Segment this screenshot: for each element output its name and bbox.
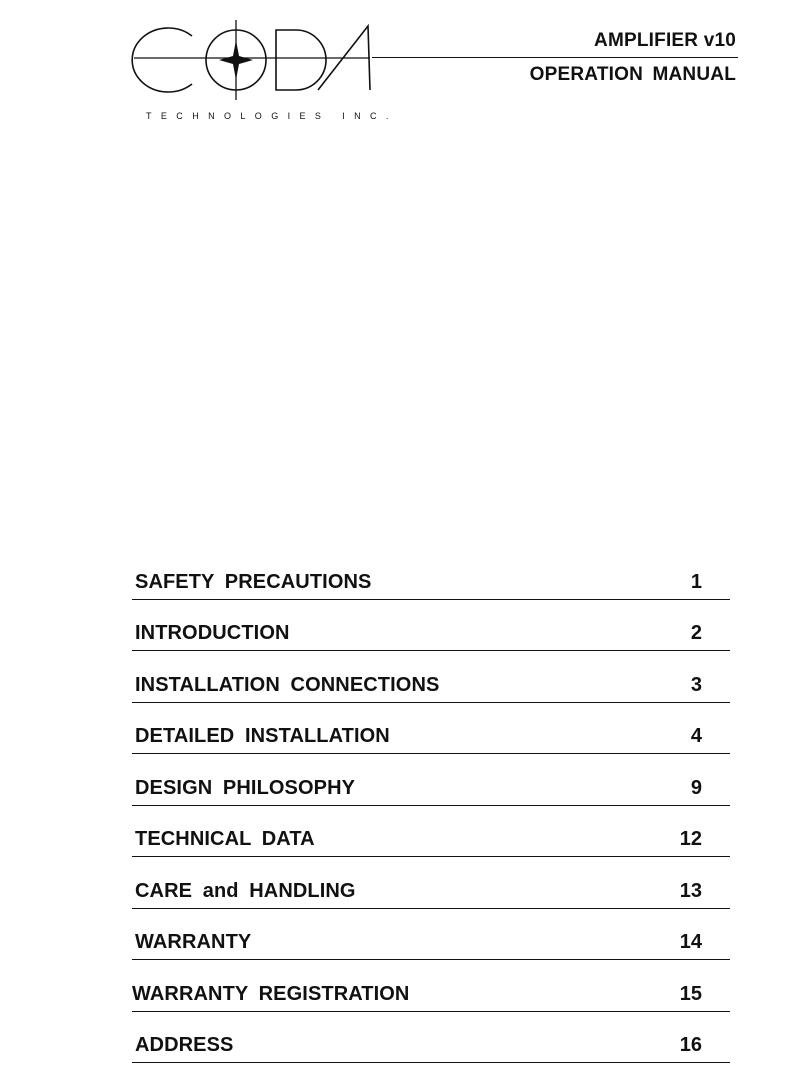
toc-row — [132, 909, 730, 961]
toc-entry-title: WARRANTY REGISTRATION — [132, 982, 410, 1005]
toc-row — [132, 651, 730, 703]
document-title: OPERATION MANUAL — [529, 64, 736, 85]
coda-logo — [130, 18, 398, 128]
toc-row — [132, 857, 730, 909]
toc-entry-page: 15 — [679, 982, 702, 1005]
table-of-contents — [132, 548, 730, 1063]
toc-entry-title: INTRODUCTION — [135, 622, 290, 644]
toc-entry-page: 2 — [690, 622, 702, 644]
toc-entry-title: DESIGN PHILOSOPHY — [135, 776, 356, 799]
toc-entry-title: CARE and HANDLING — [135, 879, 356, 902]
title-block — [530, 30, 736, 86]
toc-entry-title: DETAILED INSTALLATION — [135, 725, 390, 747]
toc-entry-title: WARRANTY — [135, 931, 252, 953]
toc-row — [132, 754, 730, 806]
toc-row — [132, 806, 730, 858]
toc-row — [132, 600, 730, 652]
toc-entry-page: 13 — [679, 879, 702, 902]
toc-row — [132, 1012, 730, 1064]
toc-entry-page: 12 — [679, 828, 702, 850]
coda-logo-mark — [130, 18, 390, 108]
toc-row — [132, 960, 730, 1012]
toc-entry-page: 3 — [690, 673, 702, 696]
toc-entry-title: ADDRESS — [135, 1034, 234, 1056]
toc-entry-page: 16 — [679, 1034, 702, 1056]
toc-entry-title: INSTALLATION CONNECTIONS — [135, 673, 440, 696]
toc-entry-page: 4 — [690, 725, 702, 747]
toc-entry-title: TECHNICAL DATA — [135, 828, 315, 850]
toc-entry-title: SAFETY PRECAUTIONS — [135, 570, 372, 593]
toc-row — [132, 548, 730, 600]
toc-entry-page: 14 — [679, 931, 702, 953]
toc-row — [132, 703, 730, 755]
toc-entry-page: 1 — [690, 570, 702, 593]
product-title: AMPLIFIER v10 — [594, 30, 736, 51]
company-subtitle: TECHNOLOGIES INC. — [146, 111, 398, 121]
toc-entry-page: 9 — [690, 776, 702, 799]
